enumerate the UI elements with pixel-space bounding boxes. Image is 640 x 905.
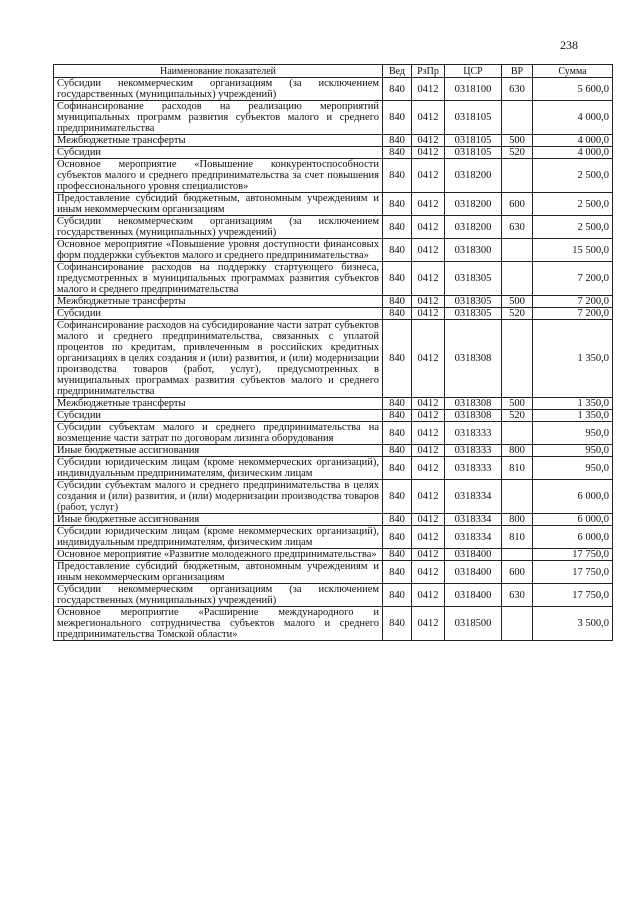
cell-ved: 840 (383, 239, 412, 262)
cell-csr: 0318300 (445, 239, 502, 262)
cell-ved: 840 (383, 549, 412, 561)
table-row (54, 262, 613, 296)
cell-sum: 6 000,0 (533, 480, 613, 514)
cell-csr: 0318500 (445, 607, 502, 641)
cell-sum: 3 500,0 (533, 607, 613, 641)
cell-vr: 600 (502, 193, 533, 216)
table-row (54, 607, 613, 641)
cell-ved: 840 (383, 320, 412, 398)
cell-rzpr: 0412 (412, 101, 445, 135)
cell-csr: 0318105 (445, 101, 502, 135)
column-header-name: Наименование показателей (54, 65, 383, 78)
column-header-ved: Вед (383, 65, 412, 78)
cell-ved: 840 (383, 159, 412, 193)
cell-vr (502, 101, 533, 135)
budget-table (53, 64, 613, 641)
cell-csr: 0318200 (445, 159, 502, 193)
cell-rzpr: 0412 (412, 584, 445, 607)
cell-name: Иные бюджетные ассигнования (54, 514, 383, 526)
table-row (54, 457, 613, 480)
cell-sum: 5 600,0 (533, 78, 613, 101)
cell-sum: 2 500,0 (533, 216, 613, 239)
cell-rzpr: 0412 (412, 422, 445, 445)
cell-csr: 0318400 (445, 549, 502, 561)
cell-name: Субсидии некоммерческим организациям (за исключением государственных (муниципальных) учреждений) (54, 584, 383, 607)
cell-sum: 1 350,0 (533, 320, 613, 398)
cell-vr: 800 (502, 514, 533, 526)
cell-name: Основное мероприятие «Повышение конкурентоспособности субъектов малого и среднего предпринимательства за счет повышения профессионального уровня специалистов» (54, 159, 383, 193)
cell-ved: 840 (383, 308, 412, 320)
cell-rzpr: 0412 (412, 296, 445, 308)
cell-name: Софинансирование расходов на субсидирование части затрат субъектов малого и среднего предпринимательства, связанных с уплатой процентов по кредитам, привлеченным в российских кредитных организациях в целях создания и (или) развития, и (или) модернизации производства товаров (работ, услуг), предусмотренных в муниципальных программах развития субъектов малого и среднего предпринимательства (54, 320, 383, 398)
cell-name: Иные бюджетные ассигнования (54, 445, 383, 457)
cell-sum: 1 350,0 (533, 410, 613, 422)
cell-name: Субсидии некоммерческим организациям (за исключением государственных (муниципальных) учреждений) (54, 78, 383, 101)
table-row (54, 584, 613, 607)
cell-ved: 840 (383, 78, 412, 101)
column-header-sum: Сумма (533, 65, 613, 78)
cell-name: Софинансирование расходов на реализацию мероприятий муниципальных программ развития субъектов малого и среднего предпринимательства (54, 101, 383, 135)
cell-csr: 0318333 (445, 445, 502, 457)
cell-rzpr: 0412 (412, 320, 445, 398)
cell-sum: 2 500,0 (533, 193, 613, 216)
cell-vr (502, 607, 533, 641)
cell-vr (502, 549, 533, 561)
cell-name: Межбюджетные трансферты (54, 135, 383, 147)
cell-ved: 840 (383, 398, 412, 410)
cell-rzpr: 0412 (412, 147, 445, 159)
cell-csr: 0318305 (445, 262, 502, 296)
cell-rzpr: 0412 (412, 193, 445, 216)
cell-csr: 0318333 (445, 422, 502, 445)
cell-name: Софинансирование расходов на поддержку стартующего бизнеса, предусмотренных в муниципальных программах развития субъектов малого и среднего предпринимательства (54, 262, 383, 296)
cell-sum: 4 000,0 (533, 135, 613, 147)
cell-rzpr: 0412 (412, 262, 445, 296)
table-header-row (54, 65, 613, 78)
cell-vr: 500 (502, 398, 533, 410)
cell-ved: 840 (383, 514, 412, 526)
table-body (54, 78, 613, 641)
cell-ved: 840 (383, 445, 412, 457)
cell-sum: 6 000,0 (533, 514, 613, 526)
cell-sum: 4 000,0 (533, 101, 613, 135)
cell-vr: 810 (502, 526, 533, 549)
cell-vr: 630 (502, 78, 533, 101)
cell-csr: 0318105 (445, 135, 502, 147)
cell-rzpr: 0412 (412, 549, 445, 561)
cell-name: Субсидии (54, 410, 383, 422)
column-header-csr: ЦСР (445, 65, 502, 78)
cell-sum: 15 500,0 (533, 239, 613, 262)
table-row (54, 410, 613, 422)
cell-csr: 0318400 (445, 561, 502, 584)
cell-vr (502, 262, 533, 296)
cell-vr: 630 (502, 216, 533, 239)
cell-rzpr: 0412 (412, 308, 445, 320)
cell-vr (502, 239, 533, 262)
cell-ved: 840 (383, 584, 412, 607)
cell-ved: 840 (383, 480, 412, 514)
cell-vr: 520 (502, 308, 533, 320)
cell-rzpr: 0412 (412, 135, 445, 147)
table-row (54, 239, 613, 262)
cell-rzpr: 0412 (412, 398, 445, 410)
cell-rzpr: 0412 (412, 457, 445, 480)
cell-name: Основное мероприятие «Повышение уровня доступности финансовых форм поддержки субъектов малого и среднего предпринимательства» (54, 239, 383, 262)
cell-ved: 840 (383, 193, 412, 216)
cell-sum: 950,0 (533, 445, 613, 457)
column-header-rzpr: РзПр (412, 65, 445, 78)
cell-vr (502, 422, 533, 445)
cell-sum: 7 200,0 (533, 308, 613, 320)
cell-sum: 6 000,0 (533, 526, 613, 549)
cell-sum: 1 350,0 (533, 398, 613, 410)
cell-csr: 0318105 (445, 147, 502, 159)
cell-rzpr: 0412 (412, 480, 445, 514)
table-row (54, 308, 613, 320)
cell-name: Субсидии юридическим лицам (кроме некоммерческих организаций), индивидуальным предпринимателям, физическим лицам (54, 526, 383, 549)
table-row (54, 480, 613, 514)
cell-sum: 4 000,0 (533, 147, 613, 159)
cell-csr: 0318334 (445, 514, 502, 526)
cell-rzpr: 0412 (412, 561, 445, 584)
table-row (54, 320, 613, 398)
cell-name: Предоставление субсидий бюджетным, автономным учреждениям и иным некоммерческим организациям (54, 193, 383, 216)
cell-ved: 840 (383, 410, 412, 422)
cell-sum: 7 200,0 (533, 296, 613, 308)
cell-name: Основное мероприятие «Развитие молодежного предпринимательства» (54, 549, 383, 561)
cell-vr: 800 (502, 445, 533, 457)
table-row (54, 193, 613, 216)
cell-name: Субсидии субъектам малого и среднего предпринимательства в целях создания и (или) развития, и (или) модернизации производства товаров (работ, услуг) (54, 480, 383, 514)
cell-rzpr: 0412 (412, 216, 445, 239)
table-row (54, 296, 613, 308)
cell-sum: 17 750,0 (533, 549, 613, 561)
table-row (54, 561, 613, 584)
cell-csr: 0318305 (445, 296, 502, 308)
table-row (54, 526, 613, 549)
cell-name: Субсидии субъектам малого и среднего предпринимательства на возмещение части затрат по договорам лизинга оборудования (54, 422, 383, 445)
cell-csr: 0318308 (445, 410, 502, 422)
cell-csr: 0318200 (445, 216, 502, 239)
table-row (54, 422, 613, 445)
cell-csr: 0318334 (445, 480, 502, 514)
cell-vr: 500 (502, 135, 533, 147)
cell-csr: 0318200 (445, 193, 502, 216)
table-row (54, 216, 613, 239)
cell-name: Субсидии некоммерческим организациям (за исключением государственных (муниципальных) учреждений) (54, 216, 383, 239)
cell-csr: 0318333 (445, 457, 502, 480)
cell-csr: 0318305 (445, 308, 502, 320)
cell-vr: 600 (502, 561, 533, 584)
page-number: 238 (560, 38, 578, 52)
cell-sum: 17 750,0 (533, 561, 613, 584)
cell-name: Межбюджетные трансферты (54, 398, 383, 410)
cell-vr: 500 (502, 296, 533, 308)
cell-name: Субсидии (54, 147, 383, 159)
cell-rzpr: 0412 (412, 239, 445, 262)
cell-ved: 840 (383, 561, 412, 584)
cell-ved: 840 (383, 135, 412, 147)
cell-ved: 840 (383, 422, 412, 445)
cell-csr: 0318400 (445, 584, 502, 607)
cell-rzpr: 0412 (412, 607, 445, 641)
table-row (54, 398, 613, 410)
cell-rzpr: 0412 (412, 410, 445, 422)
column-header-vr: ВР (502, 65, 533, 78)
table-row (54, 135, 613, 147)
cell-rzpr: 0412 (412, 78, 445, 101)
table-row (54, 101, 613, 135)
cell-name: Межбюджетные трансферты (54, 296, 383, 308)
cell-vr (502, 159, 533, 193)
cell-ved: 840 (383, 526, 412, 549)
cell-vr: 520 (502, 410, 533, 422)
cell-vr: 630 (502, 584, 533, 607)
cell-vr: 810 (502, 457, 533, 480)
cell-name: Субсидии юридическим лицам (кроме некоммерческих организаций), индивидуальным предпринимателям, физическим лицам (54, 457, 383, 480)
table-row (54, 159, 613, 193)
cell-ved: 840 (383, 296, 412, 308)
cell-ved: 840 (383, 147, 412, 159)
cell-vr (502, 320, 533, 398)
cell-rzpr: 0412 (412, 514, 445, 526)
table-row (54, 445, 613, 457)
cell-ved: 840 (383, 457, 412, 480)
cell-csr: 0318308 (445, 398, 502, 410)
cell-csr: 0318308 (445, 320, 502, 398)
cell-name: Основное мероприятие «Расширение международного и межрегионального сотрудничества субъектов малого и среднего предпринимательства Томской области» (54, 607, 383, 641)
cell-vr (502, 480, 533, 514)
cell-csr: 0318100 (445, 78, 502, 101)
cell-sum: 17 750,0 (533, 584, 613, 607)
cell-sum: 2 500,0 (533, 159, 613, 193)
table-row (54, 514, 613, 526)
cell-sum: 7 200,0 (533, 262, 613, 296)
cell-rzpr: 0412 (412, 445, 445, 457)
cell-ved: 840 (383, 101, 412, 135)
cell-sum: 950,0 (533, 457, 613, 480)
cell-name: Предоставление субсидий бюджетным, автономным учреждениям и иным некоммерческим организациям (54, 561, 383, 584)
table-row (54, 549, 613, 561)
cell-ved: 840 (383, 607, 412, 641)
cell-csr: 0318334 (445, 526, 502, 549)
cell-sum: 950,0 (533, 422, 613, 445)
cell-vr: 520 (502, 147, 533, 159)
cell-ved: 840 (383, 262, 412, 296)
cell-rzpr: 0412 (412, 526, 445, 549)
cell-rzpr: 0412 (412, 159, 445, 193)
cell-ved: 840 (383, 216, 412, 239)
table-row (54, 78, 613, 101)
cell-name: Субсидии (54, 308, 383, 320)
table-row (54, 147, 613, 159)
